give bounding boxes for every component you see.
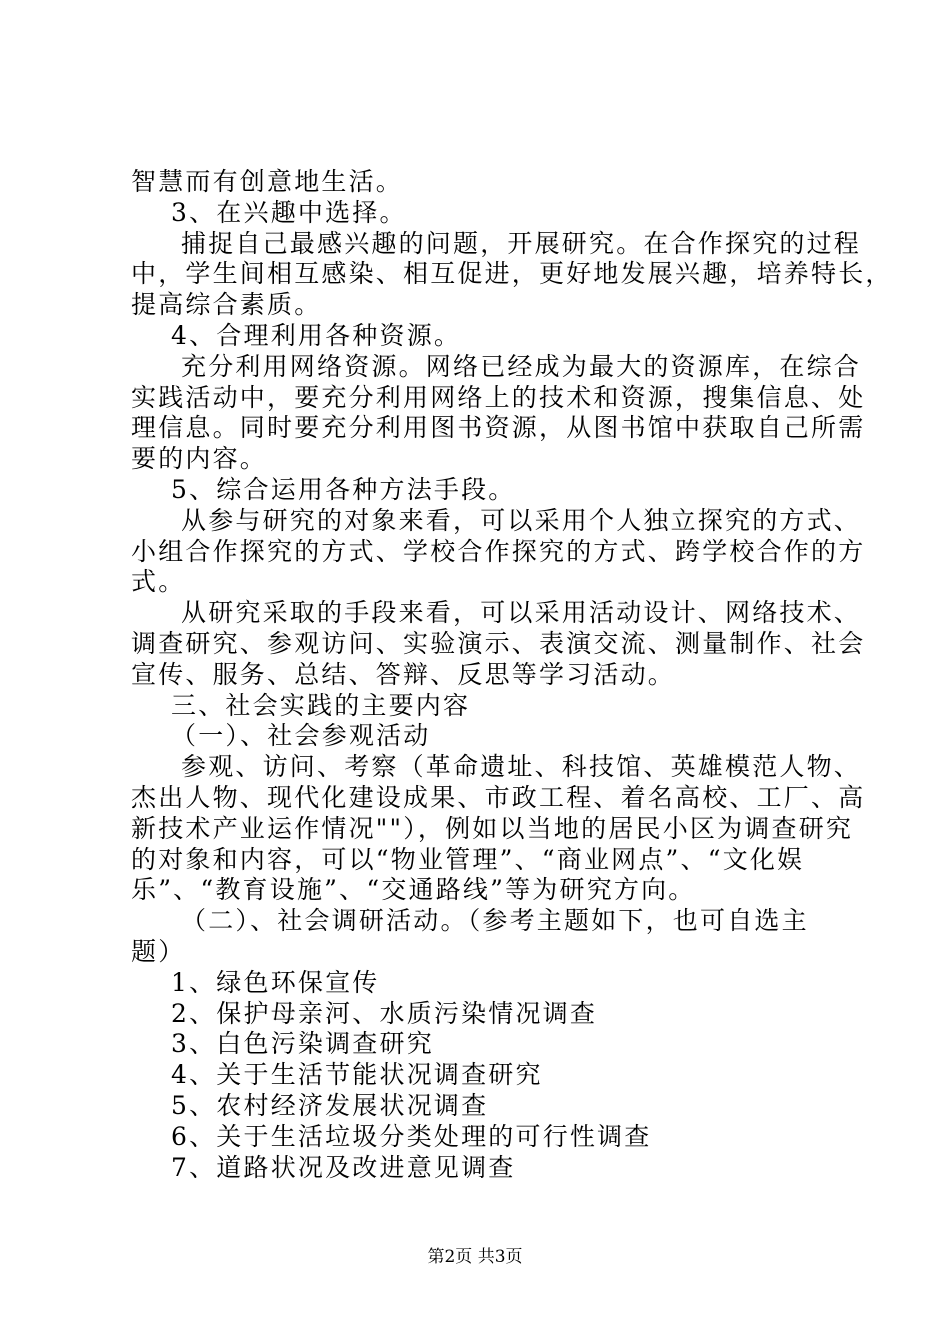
subsection-heading: （一）、社会参观活动 — [171, 721, 431, 751]
text-line: 4、合理利用各种资源。 — [171, 320, 462, 350]
text-line: 宣传、服务、总结、答辩、反思等学习活动。 — [131, 659, 676, 689]
text-line: 从参与研究的对象来看，可以采用个人独立探究的方式、 — [181, 505, 862, 535]
section-heading: 三、社会实践的主要内容 — [171, 690, 471, 720]
text-line: 提高综合素质。 — [131, 290, 322, 320]
text-line: 理信息。同时要充分利用图书资源，从图书馆中获取自己所需 — [131, 413, 866, 443]
text-line: 新技术产业运作情况""），例如以当地的居民小区为调查研究 — [131, 813, 854, 843]
document-body — [131, 167, 893, 1183]
text-line: 杰出人物、现代化建设成果、市政工程、着名高校、工厂、高 — [131, 782, 866, 812]
text-line: 乐”、“教育设施”、“交通路线”等为研究方向。 — [131, 875, 696, 905]
text-line: 参观、访问、考察（革命遗址、科技馆、英雄模范人物、 — [181, 752, 862, 782]
list-item: 4、关于生活节能状况调查研究 — [171, 1060, 543, 1090]
page-number-footer: 第2页 共3页 — [427, 1247, 523, 1267]
list-item: 3、白色污染调查研究 — [171, 1029, 434, 1059]
list-item: 7、道路状况及改进意见调查 — [171, 1152, 516, 1182]
text-line: 题） — [131, 936, 186, 966]
text-line: 实践活动中，要充分利用网络上的技术和资源，搜集信息、处 — [131, 382, 866, 412]
text-line: 中，学生间相互感染、相互促进，更好地发展兴趣，培养特长， — [131, 259, 893, 289]
list-item: 5、农村经济发展状况调查 — [171, 1090, 489, 1120]
subsection-heading: （二）、社会调研活动。（参考主题如下，也可自选主 — [181, 906, 809, 936]
text-line: 调查研究、参观访问、实验演示、表演交流、测量制作、社会 — [131, 628, 866, 658]
text-line: 式。 — [131, 567, 186, 597]
text-line: 充分利用网络资源。网络已经成为最大的资源库，在综合 — [181, 351, 862, 381]
text-line: 智慧而有创意地生活。 — [131, 167, 404, 196]
text-line: 从研究采取的手段来看，可以采用活动设计、网络技术、 — [181, 598, 862, 628]
list-item: 1、绿色环保宣传 — [171, 967, 380, 997]
list-item: 2、保护母亲河、水质污染情况调查 — [171, 998, 598, 1028]
text-line: 的对象和内容，可以“物业管理”、“商业网点”、“文化娱 — [131, 844, 805, 874]
list-item: 6、关于生活垃圾分类处理的可行性调查 — [171, 1121, 652, 1151]
text-line: 3、在兴趣中选择。 — [171, 197, 407, 227]
text-line: 5、综合运用各种方法手段。 — [171, 474, 516, 504]
text-line: 捕捉自己最感兴趣的问题，开展研究。在合作探究的过程 — [181, 228, 862, 258]
text-line: 小组合作探究的方式、学校合作探究的方式、跨学校合作的方 — [131, 536, 866, 566]
text-line: 要的内容。 — [131, 444, 268, 474]
